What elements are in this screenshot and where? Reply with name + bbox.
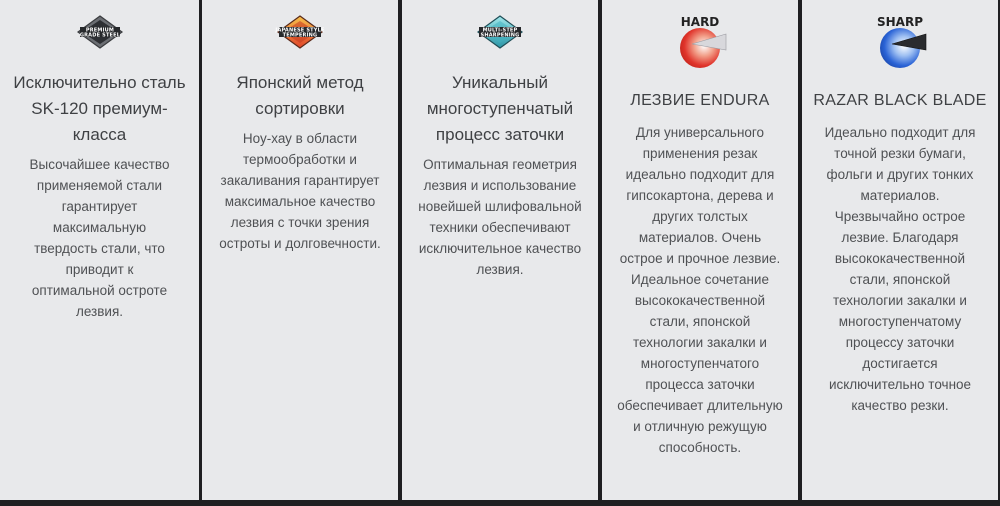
feature-card-japanese-tempering bbox=[202, 0, 398, 500]
sharp-blade-icon bbox=[870, 14, 930, 74]
badge-line-1: JAPANESE STYLE bbox=[275, 27, 325, 34]
feature-description: Для универсального применения резак идеально подходит для гипсокартона, дерева и других толстых материалов. Очень острое и прочное лезвие. Идеальное сочетание высококачественной стали, японской технологии закалки и многоступенчатого процесса заточки обеспечивает длительную и отличную режущую способность. bbox=[617, 125, 783, 455]
hard-blade-icon bbox=[670, 14, 730, 74]
feature-card-multi-step-sharpening bbox=[402, 0, 598, 500]
feature-description: Идеально подходит для точной резки бумаги, фольги и других тонких материалов. Чрезвычайно острое лезвие. Благодаря высококачественной стали, японской технологии закалки и многоступенчатому процессу заточки достигается исключительно точное качество резки. bbox=[824, 125, 976, 413]
feature-card-endura-blade bbox=[602, 0, 798, 500]
feature-title: Исключительно сталь SK-120 премиум-класса bbox=[13, 73, 186, 144]
feature-description: Оптимальная геометрия лезвия и использование новейшей шлифовальной техники обеспечивают исключительное качество лезвия. bbox=[418, 157, 582, 277]
badge-line-2: SHARPENING bbox=[480, 32, 520, 39]
badge-line-2: TEMPERING bbox=[282, 32, 318, 39]
feature-title: RAZAR BLACK BLADE bbox=[813, 92, 987, 109]
badge-line-1: MULTI-STEP bbox=[482, 27, 518, 34]
badge-line-2: GRADE STEEL bbox=[79, 32, 120, 39]
feature-description: Ноу-хау в области термообработки и закаливания гарантирует максимальное качество лезвия с точки зрения остроты и долговечности. bbox=[219, 131, 381, 251]
feature-description: Высочайшее качество применяемой стали гарантирует максимальную твердость стали, что приводит к оптимальной остроте лезвия. bbox=[29, 157, 170, 319]
feature-title: Уникальный многоступенчатый процесс заточки bbox=[426, 73, 574, 144]
sharp-label: SHARP bbox=[876, 15, 924, 29]
multi-step-sharpening-badge-icon bbox=[470, 12, 530, 52]
feature-title: Японский метод сортировки bbox=[236, 73, 364, 118]
feature-title: ЛЕЗВИЕ ENDURA bbox=[630, 92, 770, 109]
badge-line-1: PREMIUM bbox=[85, 27, 114, 34]
feature-card-black-blade bbox=[802, 0, 998, 500]
premium-steel-badge-icon bbox=[70, 12, 130, 52]
feature-card-premium-steel bbox=[0, 0, 199, 500]
hard-label: HARD bbox=[680, 15, 720, 29]
japanese-tempering-badge-icon bbox=[270, 12, 330, 52]
